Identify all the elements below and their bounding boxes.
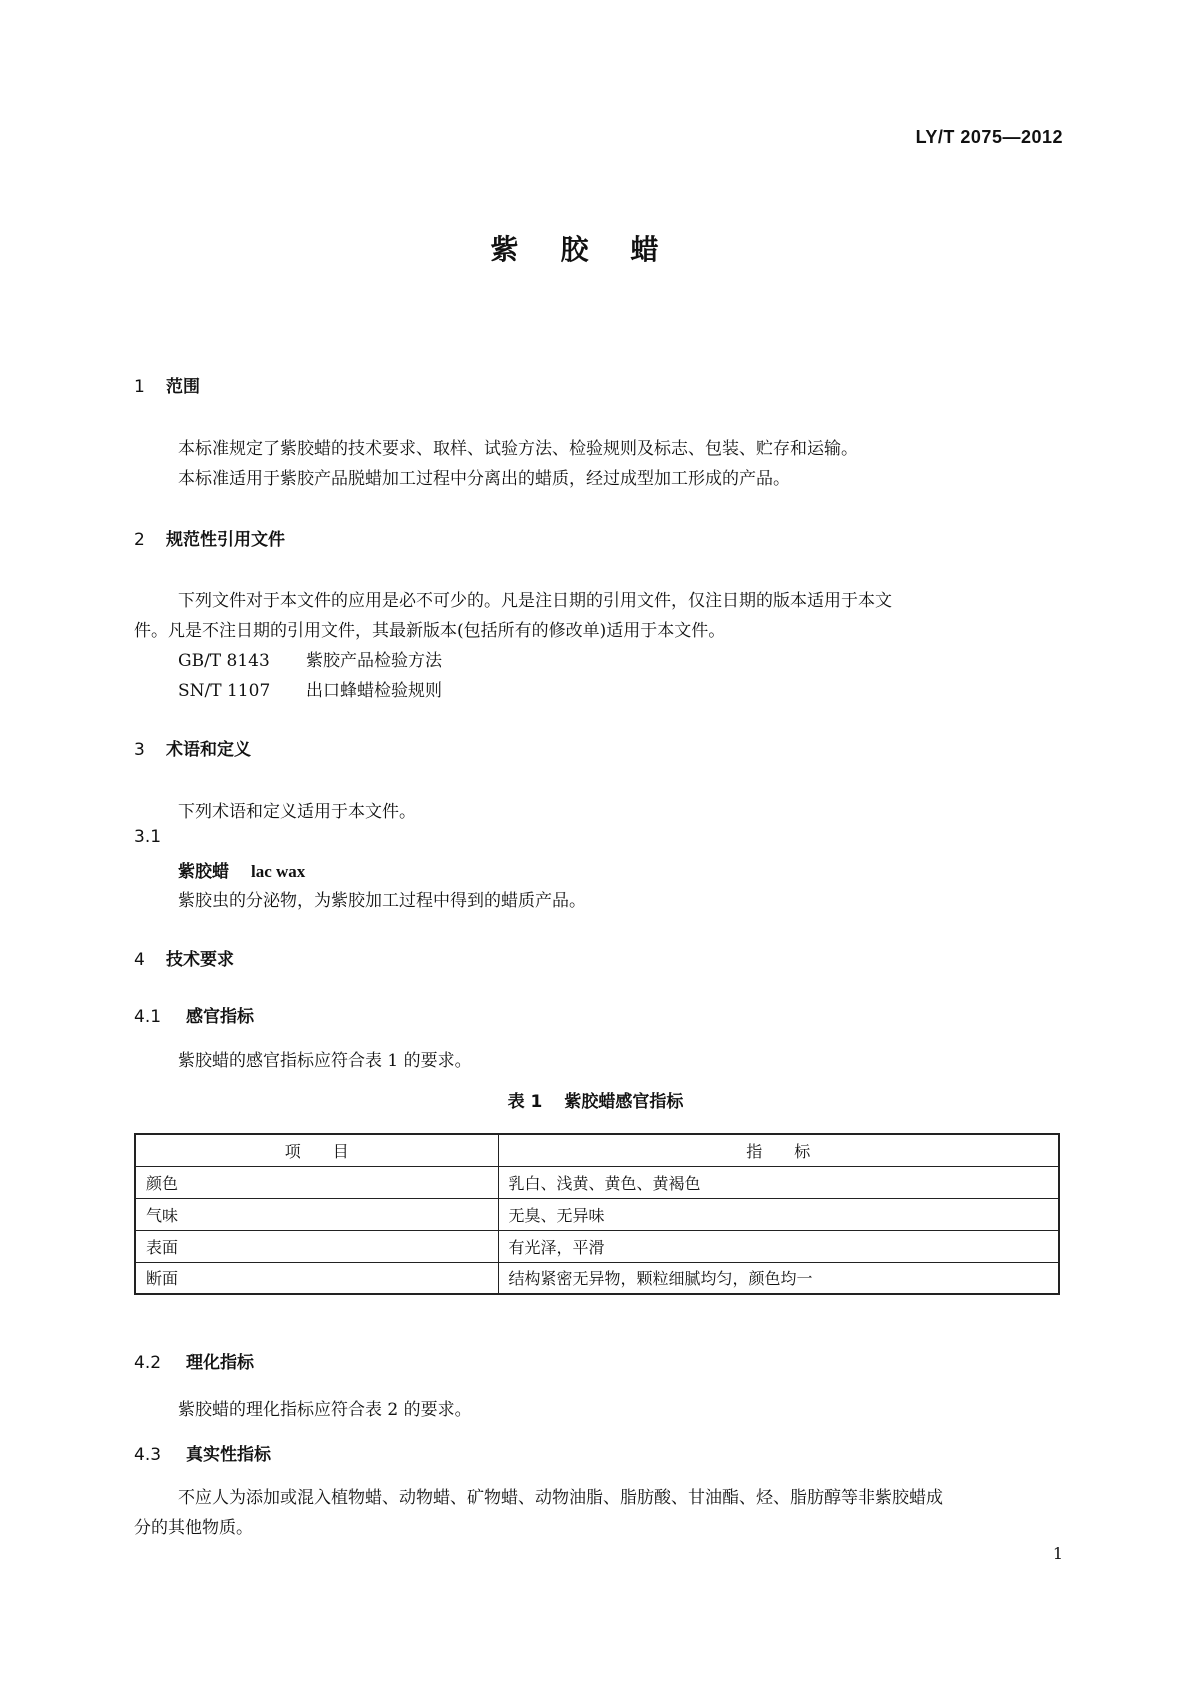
section-4-1-heading [134, 1002, 254, 1027]
reference-code: GB/T 8143 [178, 651, 270, 671]
term-name [178, 857, 305, 882]
table-cell: 结构紧密无异物，颗粒细腻均匀，颜色均一 [498, 1262, 1059, 1294]
paragraph: 本标准适用于紫胶产品脱蜡加工过程中分离出的蜡质，经过成型加工形成的产品。 [178, 469, 790, 489]
section-number: 4 [134, 950, 145, 970]
reference-title: 紫胶产品检验方法 [306, 651, 442, 671]
standard-code: LY/T 2075—2012 [915, 127, 1063, 147]
section-number: 4.3 [134, 1445, 162, 1465]
section-title: 感官指标 [186, 1007, 254, 1027]
section-4-heading [134, 945, 234, 970]
section-1-heading [134, 372, 200, 397]
section-number: 4.1 [134, 1007, 162, 1027]
page-number: 1 [1052, 1544, 1063, 1563]
normative-reference [178, 646, 442, 671]
section-4-2-heading [134, 1348, 254, 1373]
table-cell: 乳白、浅黄、黄色、黄褐色 [498, 1166, 1059, 1198]
paragraph: 紫胶蜡的理化指标应符合表 2 的要求。 [178, 1400, 472, 1420]
paragraph: 紫胶蜡的感官指标应符合表 1 的要求。 [178, 1051, 472, 1071]
paragraph: 件。凡是不注日期的引用文件，其最新版本(包括所有的修改单)适用于本文件。 [134, 621, 726, 641]
table-cell: 无臭、无异味 [498, 1198, 1059, 1230]
table-row [135, 1230, 1059, 1262]
term-chinese: 紫胶蜡 [178, 862, 229, 882]
sensory-indicators-table [134, 1133, 1060, 1295]
section-number: 1 [134, 377, 145, 397]
paragraph: 下列文件对于本文件的应用是必不可少的。凡是注日期的引用文件，仅注日期的版本适用于本文 [178, 591, 892, 611]
term-number: 3.1 [134, 827, 162, 847]
paragraph: 分的其他物质。 [134, 1518, 253, 1538]
table-label: 表 1 [507, 1092, 543, 1112]
table-caption-text: 紫胶蜡感官指标 [564, 1092, 684, 1112]
section-number: 4.2 [134, 1353, 162, 1373]
paragraph: 本标准规定了紫胶蜡的技术要求、取样、试验方法、检验规则及标志、包装、贮存和运输。 [178, 439, 858, 459]
reference-code: SN/T 1107 [178, 681, 271, 701]
column-header-indicator: 指 标 [498, 1134, 1059, 1166]
table-header-row [135, 1134, 1059, 1166]
section-title: 真实性指标 [186, 1445, 271, 1465]
table-1-caption [0, 1087, 1191, 1112]
section-title: 范围 [166, 377, 200, 397]
table-cell: 有光泽，平滑 [498, 1230, 1059, 1262]
term-english: lac wax [251, 862, 306, 881]
normative-reference [178, 676, 442, 701]
paragraph: 不应人为添加或混入植物蜡、动物蜡、矿物蜡、动物油脂、脂肪酸、甘油酯、烃、脂肪醇等非紫胶蜡成 [178, 1488, 943, 1508]
table-row [135, 1166, 1059, 1198]
section-number: 3 [134, 740, 145, 760]
table-cell: 断面 [135, 1262, 498, 1294]
table-cell: 表面 [135, 1230, 498, 1262]
table-row [135, 1262, 1059, 1294]
table-cell: 气味 [135, 1198, 498, 1230]
table-row [135, 1198, 1059, 1230]
section-3-heading [134, 735, 251, 760]
section-title: 技术要求 [166, 950, 234, 970]
section-2-heading [134, 525, 285, 550]
column-header-item: 项 目 [135, 1134, 498, 1166]
document-title: 紫胶蜡 [490, 233, 701, 266]
term-definition: 紫胶虫的分泌物，为紫胶加工过程中得到的蜡质产品。 [178, 891, 586, 911]
section-number: 2 [134, 530, 145, 550]
section-title: 规范性引用文件 [166, 530, 285, 550]
paragraph: 下列术语和定义适用于本文件。 [178, 802, 416, 822]
section-4-3-heading [134, 1440, 271, 1465]
section-title: 术语和定义 [166, 740, 251, 760]
reference-title: 出口蜂蜡检验规则 [306, 681, 442, 701]
section-title: 理化指标 [186, 1353, 254, 1373]
table-cell: 颜色 [135, 1166, 498, 1198]
